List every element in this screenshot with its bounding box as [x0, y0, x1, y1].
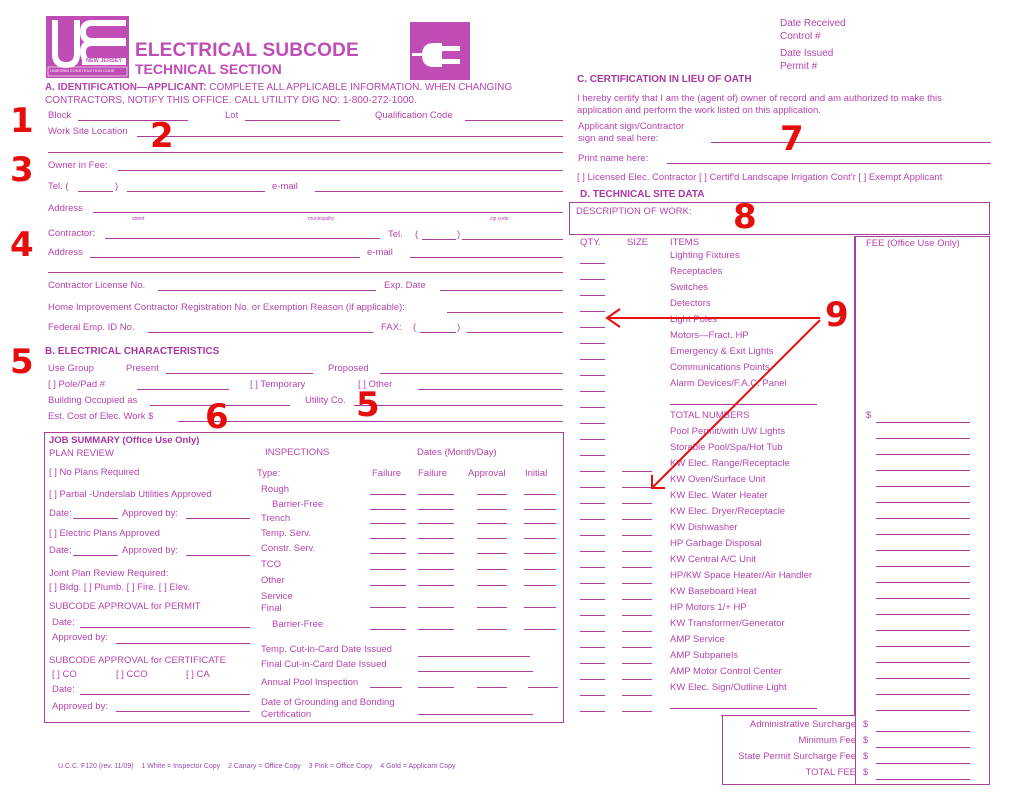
form-title: ELECTRICAL SUBCODE: [135, 40, 359, 61]
annotation-marker-4: 4: [10, 225, 34, 265]
fee-summary-dollar: $: [863, 719, 869, 730]
fee-summary-dollar: $: [863, 735, 869, 746]
item-label: AMP Motor Control Center: [670, 666, 782, 677]
inspection-type-label: Type:: [257, 468, 281, 479]
office-date-received: Date Received: [780, 18, 846, 29]
logo-tagline: UNIFORM CONSTRUCTION CODE: [50, 68, 115, 73]
item-label: KW Elec. Dryer/Receptacle: [670, 506, 786, 517]
item-label: Emergency & Exit Lights: [670, 346, 774, 357]
item-label: HP/KW Space Heater/Air Handler: [670, 570, 813, 581]
fax-open: (: [413, 322, 417, 333]
cert-co-checkbox[interactable]: [ ] CO: [52, 669, 77, 680]
owner-tel-label: Tel. (: [48, 181, 69, 192]
final-cut-in-label: Final Cut-in-Card Date Issued: [261, 659, 387, 670]
annotation-marker-3: 3: [10, 150, 34, 190]
contractor-tel-open: (: [415, 229, 419, 240]
item-label: Light Poles: [670, 314, 718, 325]
electric-approved-by-label: Approved by:: [122, 545, 178, 556]
item-label: AMP Subpanels: [670, 650, 738, 661]
description-of-work-label: DESCRIPTION OF WORK:: [576, 206, 692, 217]
annotation-marker-5: 5: [10, 342, 34, 382]
cert-cco-checkbox[interactable]: [ ] CCO: [116, 669, 148, 680]
cert-date-label: Date:: [52, 684, 75, 695]
item-label: KW Elec. Range/Receptacle: [670, 458, 790, 469]
section-b-heading: B. ELECTRICAL CHARACTERISTICS: [45, 346, 220, 357]
applicant-sign-label: Applicant sign/Contractor: [578, 121, 685, 132]
fax-label: FAX:: [381, 322, 402, 333]
owner-tel-close: ): [115, 181, 119, 192]
form-subtitle: TECHNICAL SECTION: [135, 61, 282, 77]
partial-approved-by-label: Approved by:: [122, 508, 178, 519]
item-label: Detectors: [670, 298, 711, 309]
exp-date-label: Exp. Date: [384, 280, 426, 291]
dates-heading: Dates (Month/Day): [417, 447, 497, 458]
copy-4: 4 Gold = Applicant Copy: [380, 763, 456, 770]
column-initial: Initial: [525, 468, 548, 479]
item-label: KW Dishwasher: [670, 522, 738, 533]
item-label: Pool Permit/with UW Lights: [670, 426, 786, 437]
temporary-checkbox[interactable]: [ ] Temporary: [250, 379, 306, 390]
subcode-certificate-heading: SUBCODE APPROVAL for CERTIFICATE: [49, 655, 227, 666]
address-hint-zip: zip code: [490, 216, 509, 222]
temp-cut-in-label: Temp. Cut-in-Card Date Issued: [261, 644, 392, 655]
applicant-sign-label-2: sign and seal here:: [578, 133, 659, 144]
owner-address-label: Address: [48, 203, 83, 214]
item-label: AMP Service: [670, 634, 725, 645]
permit-approved-by-label: Approved by:: [52, 632, 108, 643]
fee-dollar: $: [866, 410, 872, 421]
pole-pad-checkbox[interactable]: [ ] Pole/Pad #: [48, 379, 106, 390]
item-label: Motors—Fract. HP: [670, 330, 749, 341]
form-id: U.C.C. F120 (rev. 11/09): [58, 763, 134, 770]
annotation-marker-8: 8: [733, 197, 757, 237]
utility-co-label: Utility Co.: [305, 395, 346, 406]
fax-close: ): [457, 322, 461, 333]
use-group-label: Use Group: [48, 363, 94, 374]
plan-review-heading: PLAN REVIEW: [49, 448, 114, 459]
section-c-heading: C. CERTIFICATION IN LIEU OF OATH: [577, 74, 752, 85]
item-label: Receptacles: [670, 266, 723, 277]
fee-summary-label: TOTAL FEE: [805, 767, 856, 778]
proposed-label: Proposed: [328, 363, 369, 374]
inspection-type-7: Service: [261, 591, 293, 602]
annotation-marker-7: 7: [780, 119, 804, 159]
item-label: Storable Pool/Spa/Hot Tub: [670, 442, 783, 453]
present-label: Present: [126, 363, 159, 374]
item-label: KW Elec. Sign/Outline Light: [670, 682, 787, 693]
owner-email-label: e-mail: [272, 181, 298, 192]
joint-review-label: Joint Plan Review Required:: [49, 568, 169, 579]
item-label: KW Central A/C Unit: [670, 554, 757, 565]
no-plans-checkbox[interactable]: [ ] No Plans Required: [49, 467, 140, 478]
office-control-number: Control #: [780, 31, 821, 42]
inspections-heading: INSPECTIONS: [265, 447, 330, 458]
inspection-type-3: Temp. Serv.: [261, 528, 311, 539]
partial-date-label: Date:: [49, 508, 72, 519]
column-failure-1: Failure: [372, 468, 402, 479]
item-label: Switches: [670, 282, 709, 293]
block-label: Block: [48, 110, 72, 121]
electric-date-label: Date:: [49, 545, 72, 556]
inspection-type-9: Barrier-Free: [272, 619, 324, 630]
federal-emp-id-label: Federal Emp. ID No.: [48, 322, 135, 333]
contractor-tel-close: ): [457, 229, 461, 240]
inspection-type-1: Barrier-Free: [272, 499, 324, 510]
other-checkbox[interactable]: [ ] Other: [358, 379, 393, 390]
qualification-code-label: Qualification Code: [375, 110, 453, 121]
qty-heading: QTY.: [580, 237, 601, 248]
office-permit-number: Permit #: [780, 61, 818, 72]
contractor-address-label: Address: [48, 247, 83, 258]
print-name-label: Print name here:: [578, 153, 649, 164]
fee-heading: FEE (Office Use Only): [866, 238, 960, 249]
inspection-type-8: Final: [261, 603, 282, 614]
annotation-marker-9: 9: [825, 295, 849, 335]
contractor-label: Contractor:: [48, 228, 95, 239]
section-d-heading: D. TECHNICAL SITE DATA: [580, 189, 705, 200]
item-label: Communications Points: [670, 362, 770, 373]
item-label: HP Garbage Disposal: [670, 538, 762, 549]
column-failure-2: Failure: [418, 468, 448, 479]
item-label: KW Baseboard Heat: [670, 586, 757, 597]
joint-review-options[interactable]: [ ] Bldg. [ ] Plumb. [ ] Fire. [ ] Elev.: [49, 582, 190, 593]
fee-summary-dollar: $: [863, 751, 869, 762]
fee-summary-label: State Permit Surcharge Fee: [738, 751, 856, 762]
annotation-marker-6: 6: [205, 397, 229, 437]
work-site-location-label: Work Site Location: [48, 126, 128, 137]
fee-summary-dollar: $: [863, 767, 869, 778]
annotation-marker-1: 1: [10, 101, 34, 141]
job-summary-heading: JOB SUMMARY (Office Use Only): [49, 435, 200, 446]
partial-underslab-checkbox[interactable]: [ ] Partial -Underslab Utilities Approved: [49, 489, 212, 500]
items-heading: ITEMS: [670, 237, 700, 248]
item-label: KW Oven/Surface Unit: [670, 474, 766, 485]
annotation-marker-2: 2: [150, 116, 174, 156]
copy-3: 3 Pink = Office Copy: [308, 763, 373, 770]
permit-date-label: Date:: [52, 617, 75, 628]
item-label: Alarm Devices/F.A.C. Panel: [670, 378, 787, 389]
subcode-permit-heading: SUBCODE APPROVAL for PERMIT: [49, 601, 201, 612]
grounding-label-2: Certification: [261, 709, 312, 720]
address-hint-municipality: municipality: [308, 216, 335, 222]
fee-summary-label: Minimum Fee: [798, 735, 856, 746]
item-label: Lighting Fixtures: [670, 250, 740, 261]
item-label: HP Motors 1/+ HP: [670, 602, 747, 613]
contractor-license-label: Contractor License No.: [48, 280, 146, 291]
contractor-email-label: e-mail: [367, 247, 393, 258]
lot-label: Lot: [225, 110, 239, 121]
column-approval: Approval: [468, 468, 506, 479]
home-improvement-label: Home Improvement Contractor Registration No. or Exemption Reason (if applicable):: [48, 302, 405, 313]
applicant-type-options[interactable]: [ ] Licensed Elec. Contractor [ ] Certif'd Landscape Irrigation Cont'r [ ] Exempt Applicant: [577, 172, 943, 183]
inspection-type-5: TCO: [261, 559, 282, 570]
est-cost-label: Est. Cost of Elec. Work $: [48, 411, 154, 422]
size-heading: SIZE: [627, 237, 649, 248]
electric-plans-checkbox[interactable]: [ ] Electric Plans Approved: [49, 528, 160, 539]
certification-text-1: I hereby certify that I am the (agent of) owner of record and am authorized to make this: [577, 93, 942, 104]
address-hint-street: street: [132, 216, 145, 222]
annotation-marker-5: 5: [356, 385, 380, 425]
certification-text-2: application and perform the work listed on this application.: [577, 105, 821, 116]
copy-1: 1 White = Inspector Copy: [141, 763, 221, 770]
owner-in-fee-label: Owner in Fee:: [48, 160, 108, 171]
copy-2: 2 Canary = Office Copy: [227, 763, 301, 770]
grounding-label: Date of Grounding and Bonding: [261, 697, 395, 708]
inspection-type-0: Rough: [261, 484, 289, 495]
section-a-heading-line2: CONTRACTORS, NOTIFY THIS OFFICE. CALL UTILITY DIG NO: 1-800-272-1000.: [45, 95, 417, 106]
inspection-type-6: Other: [261, 575, 285, 586]
contractor-tel-label: Tel.: [388, 229, 403, 240]
cert-approved-by-label: Approved by:: [52, 701, 108, 712]
annual-pool-label: Annual Pool Inspection: [261, 677, 359, 688]
item-label: KW Elec. Water Heater: [670, 490, 768, 501]
logo-state: NEW JERSEY: [86, 58, 123, 64]
total-numbers-label: TOTAL NUMBERS: [670, 410, 750, 421]
section-a-heading: A. IDENTIFICATION—APPLICANT: COMPLETE ALL APPLICABLE INFORMATION. WHEN CHANGING: [45, 82, 513, 93]
building-occupied-label: Building Occupied as: [48, 395, 138, 406]
item-label: KW Transformer/Generator: [670, 618, 785, 629]
inspection-type-4: Constr. Serv.: [261, 543, 316, 554]
cert-ca-checkbox[interactable]: [ ] CA: [186, 669, 210, 680]
fee-summary-label: Administrative Surcharge: [749, 719, 856, 730]
office-date-issued: Date Issued: [780, 48, 834, 59]
inspection-type-2: Trench: [261, 513, 291, 524]
